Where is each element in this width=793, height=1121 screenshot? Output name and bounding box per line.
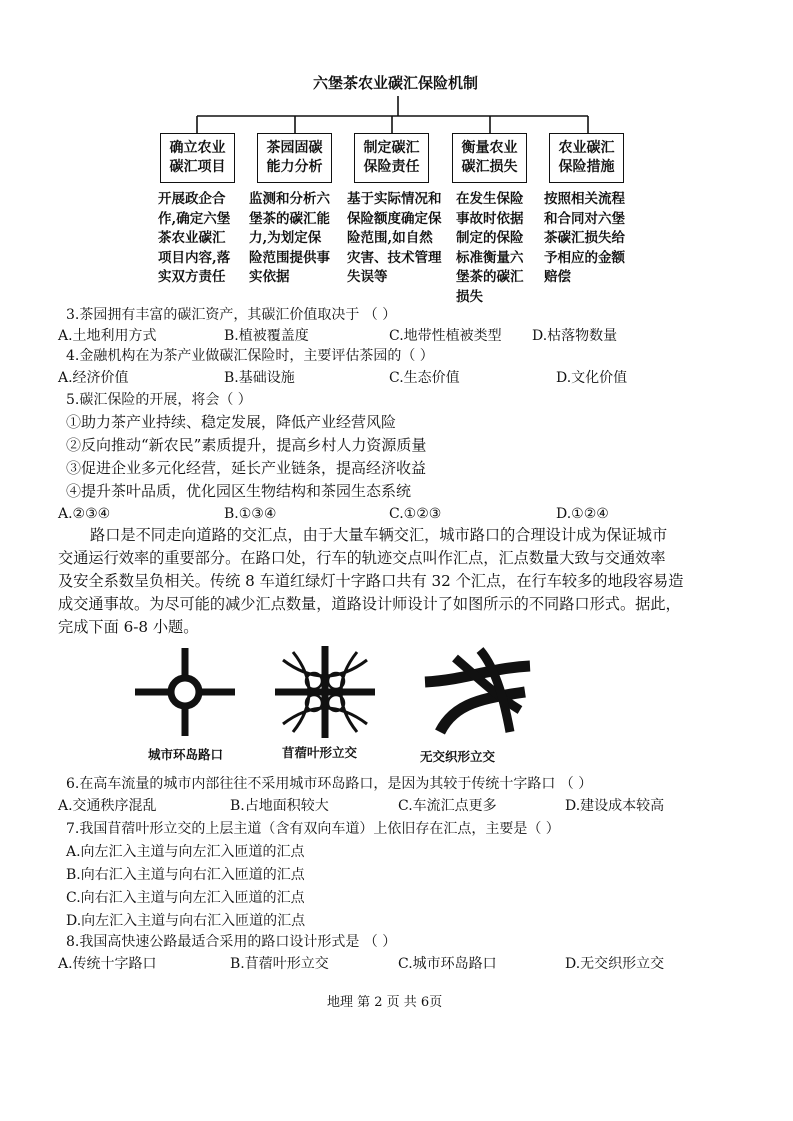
diagram-desc-3: 基于实际情况和 保险额度确定保 险范围,如自然 灾害、技术管理 失误等 [347, 191, 442, 285]
q5-option-c[interactable]: C.①②③ [389, 506, 442, 522]
page-footer: 地理 第 2 页 共 6页 [327, 995, 443, 1010]
q3-option-d[interactable]: D.枯落物数量 [532, 328, 618, 344]
q6-option-c[interactable]: C.车流汇点更多 [398, 798, 497, 814]
diagram-box-2: 茶园固碳 能力分析 [257, 133, 332, 183]
q4-stem: 4.金融机构在为茶产业做碳汇保险时，主要评估茶园的（ ） [66, 348, 434, 364]
q4-option-b[interactable]: B.基础设施 [224, 370, 295, 386]
diagram-box-5: 农业碳汇 保险措施 [549, 133, 624, 183]
diagram-box-4: 衡量农业 碳汇损失 [452, 133, 527, 183]
caption-non-weaving: 无交织形立交 [420, 749, 496, 764]
q8-stem: 8.我国高快速公路最适合采用的路口设计形式是 （ ） [66, 934, 397, 950]
diagram-desc-2: 监测和分析六 堡茶的碳汇能 力,为划定保 险范围提供事 实依据 [249, 191, 330, 285]
diagram-box-1: 确立农业 碳汇项目 [160, 133, 235, 183]
cloverleaf-diagram [275, 646, 375, 738]
q5-option-d[interactable]: D.①②④ [556, 506, 609, 522]
passage-line-5: 完成下面 6-8 小题。 [58, 618, 199, 636]
q6-stem: 6.在高车流量的城市内部往往不采用城市环岛路口，是因为其较于传统十字路口 （ ） [66, 776, 593, 792]
roundabout-diagram [135, 648, 235, 736]
q8-option-a[interactable]: A.传统十字路口 [58, 956, 157, 972]
q4-option-d[interactable]: D.文化价值 [556, 370, 628, 386]
non-weaving-interchange-diagram [425, 650, 530, 732]
diagram-title: 六堡茶农业碳汇保险机制 [313, 74, 479, 92]
diagram-desc-1: 开展政企合 作,确定六堡 茶农业碳汇 项目内容,落 实双方责任 [158, 191, 231, 285]
caption-cloverleaf: 苜蓿叶形立交 [282, 745, 358, 760]
q5-item-1: ①助力茶产业持续、稳定发展，降低产业经营风险 [66, 413, 397, 431]
q8-option-d[interactable]: D.无交织形立交 [565, 956, 665, 972]
q3-option-a[interactable]: A.土地利用方式 [58, 328, 157, 344]
q3-option-c[interactable]: C.地带性植被类型 [389, 328, 502, 344]
q7-option-a[interactable]: A.向左汇入主道与向左汇入匝道的汇点 [66, 844, 305, 860]
diagram-box-3: 制定碳汇 保险责任 [354, 133, 429, 183]
q7-option-c[interactable]: C.向右汇入主道与向左汇入匝道的汇点 [66, 890, 305, 906]
q8-option-c[interactable]: C.城市环岛路口 [398, 956, 497, 972]
q5-option-b[interactable]: B.①③④ [224, 506, 277, 522]
q5-stem: 5.碳汇保险的开展，将会（ ） [66, 392, 252, 408]
q4-option-a[interactable]: A.经济价值 [58, 370, 129, 386]
q7-option-b[interactable]: B.向右汇入主道与向右汇入匝道的汇点 [66, 867, 305, 883]
q6-option-a[interactable]: A.交通秩序混乱 [58, 798, 157, 814]
q7-option-d[interactable]: D.向左汇入主道与向右汇入匝道的汇点 [66, 913, 306, 929]
q6-option-d[interactable]: D.建设成本较高 [565, 798, 665, 814]
q5-option-a[interactable]: A.②③④ [58, 506, 111, 522]
q7-stem: 7.我国苜蓿叶形立交的上层主道（含有双向车道）上依旧存在汇点，主要是（ ） [66, 821, 560, 837]
diagram-desc-4: 在发生保险 事故时依据 制定的保险 标准衡量六 堡茶的碳汇 损失 [456, 191, 524, 305]
q5-item-3: ③促进企业多元化经营，延长产业链条，提高经济收益 [66, 459, 427, 477]
q8-option-b[interactable]: B.苜蓿叶形立交 [230, 956, 329, 972]
caption-roundabout: 城市环岛路口 [148, 747, 224, 762]
q6-option-b[interactable]: B.占地面积较大 [230, 798, 329, 814]
passage-line-3: 及安全系数呈负相关。传统 8 车道红绿灯十字路口共有 32 个汇点，在行车较多的地段容易造 [58, 572, 684, 590]
q5-item-4: ④提升茶叶品质，优化园区生物结构和茶园生态系统 [66, 482, 412, 500]
interchange-figure [125, 640, 545, 740]
passage-line-1: 路口是不同走向道路的交汇点，由于大量车辆交汇，城市路口的合理设计成为保证城市 [90, 526, 668, 544]
q3-stem: 3.茶园拥有丰富的碳汇资产，其碳汇价值取决于 （ ） [66, 307, 397, 323]
passage-line-4: 成交通事故。为尽可能的减少汇点数量，道路设计师设计了如图所示的不同路口形式。据此， [58, 595, 681, 613]
passage-line-2: 交通运行效率的重要部分。在路口处，行车的轨迹交点叫作汇点，汇点数量大致与交通效率 [58, 549, 666, 567]
q3-option-b[interactable]: B.植被覆盖度 [224, 328, 309, 344]
q4-option-c[interactable]: C.生态价值 [389, 370, 460, 386]
diagram-connectors [0, 0, 793, 150]
diagram-desc-5: 按照相关流程 和合同对六堡 茶碳汇损失给 予相应的金额 赔偿 [544, 191, 625, 285]
q5-item-2: ②反向推动“新农民”素质提升，提高乡村人力资源质量 [66, 436, 427, 454]
